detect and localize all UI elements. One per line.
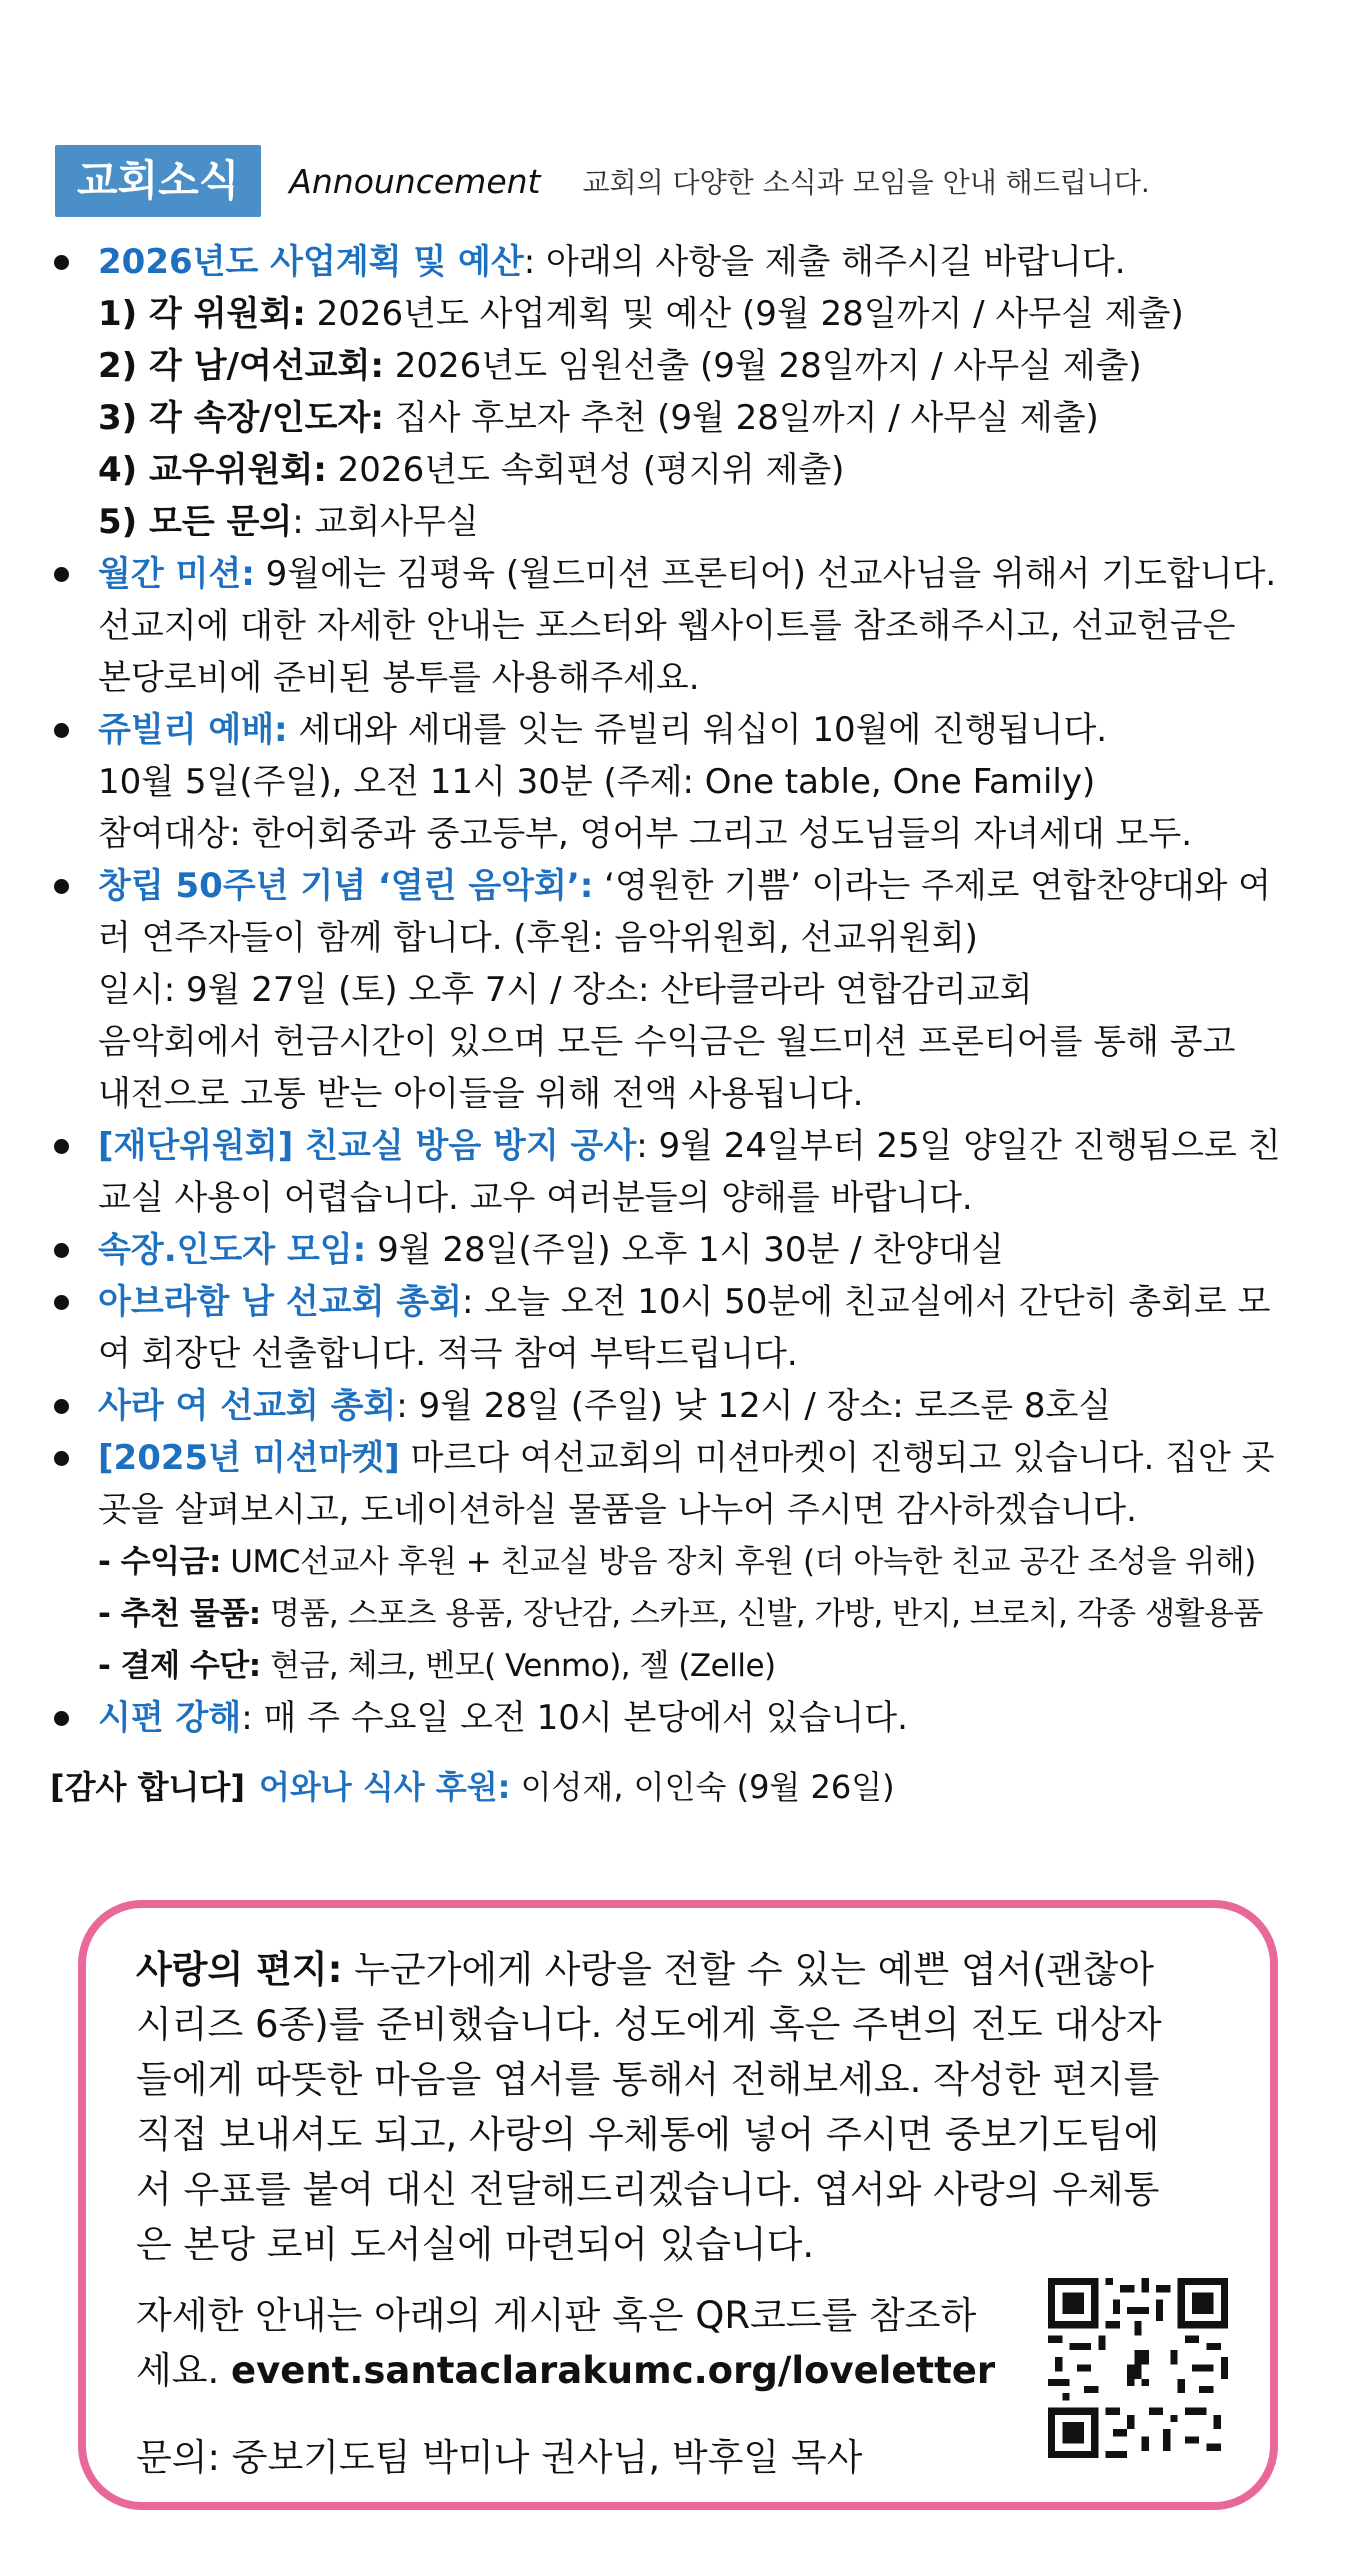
bullet-icon [54,1243,69,1258]
announcement-title: 2026년도 사업계획 및 예산 [98,242,524,282]
announcement-title: 월간 미션: [98,554,255,594]
sub-label: - 추천 물품: [98,1596,261,1632]
announcement-text: 세대와 세대를 잇는 쥬빌리 워십이 10월에 진행됩니다. [287,710,1108,750]
announcement-text: : 매 주 수요일 오전 10시 본당에서 있습니다. [241,1698,908,1738]
sub-line [98,496,1330,548]
sub-line [98,444,1330,496]
announcement-title: 시편 강해 [98,1698,242,1738]
announcement-list [40,236,1330,1744]
announcement-text: ‘영원한 기쁨’ 이라는 주제로 연합찬양대와 여 [593,866,1272,906]
continuation-line: 본당로비에 준비된 봉투를 사용해주세요. [98,658,700,698]
thanks-label: [감사 합니다] [50,1768,245,1806]
love-letter-line: 직접 보내셔도 되고, 사랑의 우체통에 넣어 주시면 중보기도팀에 [136,2113,1160,2156]
bullet-icon [54,723,69,738]
sub-text: 명품, 스포츠 용품, 장난감, 스카프, 신발, 가방, 반지, 브로치, 각종 생활용품 [260,1596,1263,1632]
continuation-line: 러 연주자들이 함께 합니다. (후원: 음악위원회, 선교위원회) [98,918,978,958]
bullet-icon [54,567,69,582]
love-letter-link[interactable]: event.santaclarakumc.org/loveletter [231,2349,996,2392]
announcement-text: : 오늘 오전 10시 50분에 친교실에서 간단히 총회로 모 [461,1282,1271,1322]
sub-text: 2026년도 속회편성 (평지위 제출) [326,450,845,490]
section-title-english: Announcement [289,161,541,201]
announcement-item [40,860,1330,1120]
sub-line [98,1588,1330,1640]
bullet-icon [54,1139,69,1154]
sub-line [98,392,1330,444]
love-letter-box [78,1900,1278,2510]
continuation-line: 교실 사용이 어렵습니다. 교우 여러분들의 양해를 바랍니다. [98,1178,973,1218]
sub-label: 4) 교우위원회: [98,450,327,490]
sub-text: 집사 후보자 추천 (9월 28일까지 / 사무실 제출) [383,398,1099,438]
announcement-title: [2025년 미션마켓] [98,1438,400,1478]
announcement-text: : 9월 28일 (주일) 낮 12시 / 장소: 로즈룬 8호실 [396,1386,1112,1426]
continuation-line: 곳을 살펴보시고, 도네이션하실 물품을 나누어 주시면 감사하겠습니다. [98,1490,1137,1530]
announcement-title: [재단위원회] 친교실 방음 방지 공사 [98,1126,637,1166]
announcement-title: 아브라함 남 선교회 총회 [98,1282,462,1322]
love-letter-line: 은 본당 로비 도서실에 마련되어 있습니다. [136,2223,815,2266]
sub-text: 현금, 체크, 벤모( Venmo), 젤 (Zelle) [260,1648,776,1684]
continuation-line: 선교지에 대한 자세한 안내는 포스터와 웹사이트를 참조해주시고, 선교헌금은 [98,606,1236,646]
continuation-line: 여 회장단 선출합니다. 적극 참여 부탁드립니다. [98,1334,798,1374]
love-letter-text [136,1942,1166,2272]
announcement-item [40,1692,1330,1744]
section-title-badge: 교회소식 [55,145,261,217]
sub-text: 2026년도 임원선출 (9월 28일까지 / 사무실 제출) [383,346,1142,386]
continuation-line: 10월 5일(주일), 오전 11시 30분 (주제: One table, One Family) [98,762,1096,802]
announcement-text: 9월 28일(주일) 오후 1시 30분 / 찬양대실 [366,1230,1004,1270]
bullet-icon [54,879,69,894]
sub-label: 2) 각 남/여선교회: [98,346,384,386]
section-header [55,145,1150,217]
announcement-title: 사라 여 선교회 총회 [98,1386,397,1426]
announcement-text: : 9월 24일부터 25일 양일간 진행됨으로 친 [636,1126,1281,1166]
guide-line: 세요. [136,2349,232,2392]
love-letter-line: 누군가에게 사랑을 전할 수 있는 예쁜 엽서(괜찮아 [342,1948,1154,1991]
continuation-line: 일시: 9월 27일 (토) 오후 7시 / 장소: 산타클라라 연합감리교회 [98,970,1033,1010]
bullet-icon [54,1711,69,1726]
sub-label: - 결제 수단: [98,1648,261,1684]
sub-line [98,340,1330,392]
bullet-icon [54,1399,69,1414]
sub-text: 2026년도 사업계획 및 예산 (9월 28일까지 / 사무실 제출) [305,294,1184,334]
announcement-item [40,1432,1330,1692]
bullet-icon [54,1295,69,1310]
bullet-icon [54,1451,69,1466]
announcement-text: 마르다 여선교회의 미션마켓이 진행되고 있습니다. 집안 곳 [399,1438,1275,1478]
sub-label: - 수익금: [98,1544,221,1580]
love-letter-line: 시리즈 6종)를 준비했습니다. 성도에게 혹은 주변의 전도 대상자 [136,2003,1162,2046]
announcement-item [40,1120,1330,1224]
announcement-text: 9월에는 김평육 (월드미션 프론티어) 선교사님을 위해서 기도합니다. [254,554,1277,594]
love-letter-guide [136,2288,1036,2398]
sub-label: 3) 각 속장/인도자: [98,398,384,438]
continuation-line: 내전으로 고통 받는 아이들을 위해 전액 사용됩니다. [98,1074,864,1114]
announcement-item [40,1380,1330,1432]
sub-text: UMC선교사 후원 + 친교실 방음 장치 후원 (더 아늑한 친교 공간 조성을 위해) [220,1544,1256,1580]
announcement-item [40,236,1330,548]
announcement-item [40,1224,1330,1276]
announcement-title: 창립 50주년 기념 ‘열린 음악회’: [98,866,594,906]
thanks-title: 어와나 식사 후원: [258,1768,511,1806]
guide-line: 자세한 안내는 아래의 게시판 혹은 QR코드를 참조하 [136,2294,977,2337]
announcement-title: 쥬빌리 예배: [98,710,288,750]
thanks-line [50,1762,895,1812]
sub-line [98,1536,1330,1588]
thanks-text: 이성재, 이인숙 (9월 26일) [510,1768,895,1806]
announcement-item [40,1276,1330,1380]
announcement-item [40,548,1330,704]
love-letter-title: 사랑의 편지: [136,1948,343,1991]
section-description: 교회의 다양한 소식과 모임을 안내 해드립니다. [582,166,1150,199]
announcement-text: : 아래의 사항을 제출 해주시길 바랍니다. [523,242,1126,282]
qr-code-icon[interactable] [1048,2278,1228,2458]
announcement-title: 속장.인도자 모임: [98,1230,367,1270]
announcement-item [40,704,1330,860]
continuation-line: 참여대상: 한어회중과 중고등부, 영어부 그리고 성도님들의 자녀세대 모두. [98,814,1193,854]
sub-text: : 교회사무실 [292,502,479,542]
love-letter-contact: 문의: 중보기도팀 박미나 권사님, 박후일 목사 [136,2436,863,2479]
sub-line [98,288,1330,340]
sub-label: 5) 모든 문의 [98,502,293,542]
continuation-line: 음악회에서 헌금시간이 있으며 모든 수익금은 월드미션 프론티어를 통해 콩고 [98,1022,1236,1062]
sub-line [98,1640,1330,1692]
bullet-icon [54,255,69,270]
sub-label: 1) 각 위원회: [98,294,306,334]
love-letter-line: 서 우표를 붙여 대신 전달해드리겠습니다. 엽서와 사랑의 우체통 [136,2168,1160,2211]
love-letter-line: 들에게 따뜻한 마음을 엽서를 통해서 전해보세요. 작성한 편지를 [136,2058,1160,2101]
